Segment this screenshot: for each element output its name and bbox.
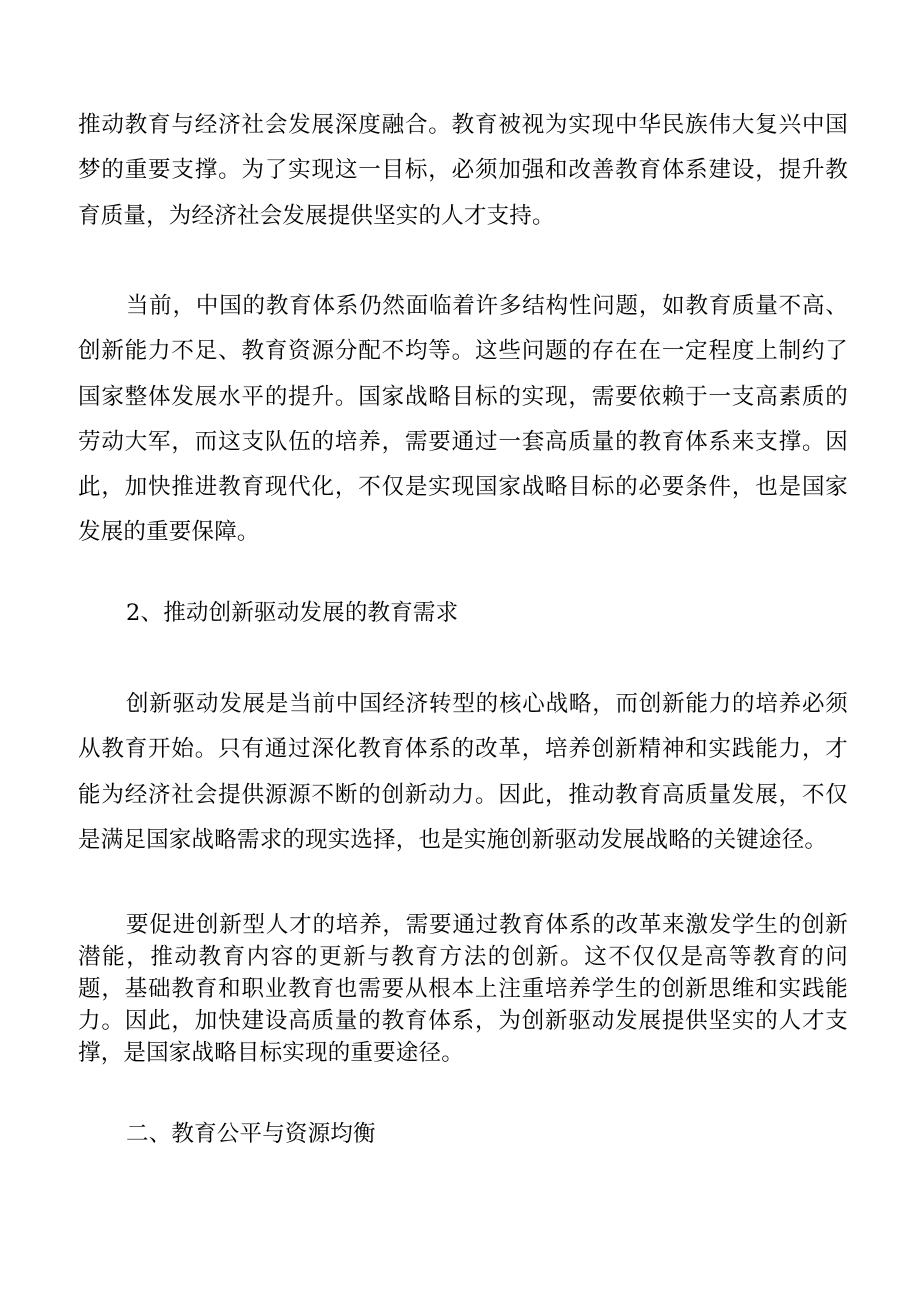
section-heading: 二、教育公平与资源均衡	[126, 1121, 376, 1147]
subsection-heading: 2、推动创新驱动发展的教育需求	[126, 600, 459, 626]
paragraph-intro-continued: 推动教育与经济社会发展深度融合。教育被视为实现中华民族伟大复兴中国梦的重要支撑。为了实现这一目标，必须加强和改善教育体系建设，提升教育质量，为经济社会发展提供坚实的人才支持。	[78, 112, 848, 229]
paragraph-current-problems: 当前，中国的教育体系仍然面临着许多结构性问题，如教育质量不高、创新能力不足、教育资源分配不均等。这些问题的存在在一定程度上制约了国家整体发展水平的提升。国家战略目标的实现，需要依赖于一支高素质的劳动大军，而这支队伍的培养，需要通过一套高质量的教育体系来支撑。因此，加快推进教育现代化，不仅是实现国家战略目标的必要条件，也是国家发展的重要保障。	[78, 293, 848, 546]
paragraph-innovation-strategy: 创新驱动发展是当前中国经济转型的核心战略，而创新能力的培养必须从教育开始。只有通过深化教育体系的改革，培养创新精神和实践能力，才能为经济社会提供源源不断的创新动力。因此，推动教育高质量发展，不仅是满足国家战略需求的现实选择，也是实施创新驱动发展战略的关键途径。	[78, 691, 848, 853]
paragraph-talent-cultivation: 要促进创新型人才的培养，需要通过教育体系的改革来激发学生的创新潜能，推动教育内容的更新与教育方法的创新。这不仅仅是高等教育的问题，基础教育和职业教育也需要从根本上注重培养学生的创新思维和实践能力。因此，加快建设高质量的教育体系，为创新驱动发展提供坚实的人才支撑，是国家战略目标实现的重要途径。	[78, 912, 848, 1066]
